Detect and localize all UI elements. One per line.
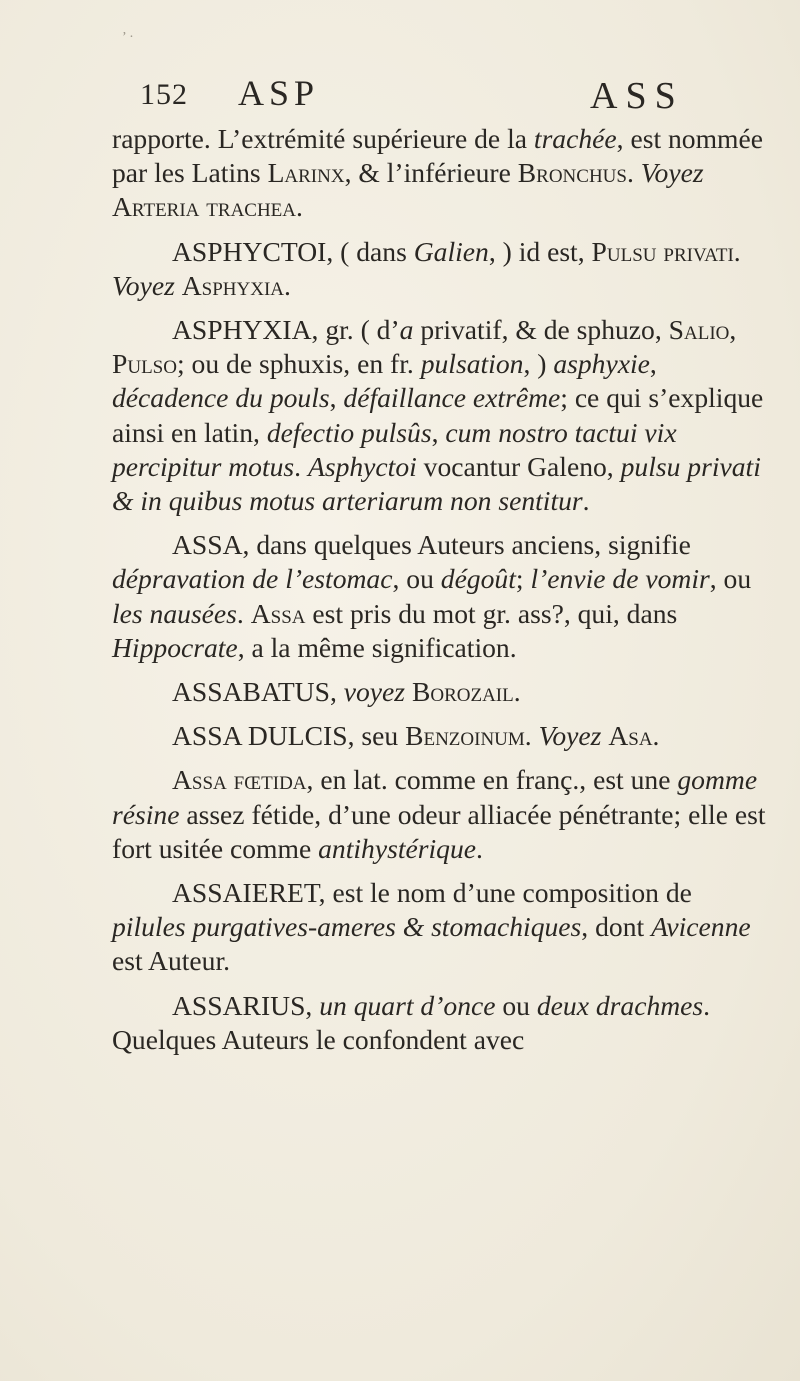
italic-text: un quart d’once xyxy=(319,989,496,1021)
text-run: ASSA DULCIS, seu xyxy=(172,720,406,752)
text-run: . xyxy=(524,720,539,752)
text-run: ASSABATUS, xyxy=(172,676,344,708)
entry-paragraph xyxy=(112,719,772,753)
text-run: . xyxy=(284,269,291,301)
italic-text: defectio pulsûs xyxy=(266,416,432,448)
text-run: , xyxy=(729,314,737,346)
text-run: privatif, & de sphuzo, xyxy=(413,314,669,346)
text-run: . xyxy=(626,157,641,189)
text-run: . xyxy=(652,720,660,752)
text-run: . xyxy=(513,676,521,708)
text-run: . xyxy=(582,485,590,517)
italic-text: Asphyctoi xyxy=(307,450,417,482)
right-running-head: ASS xyxy=(590,75,684,117)
ink-mark-icon: ’ · xyxy=(122,30,134,45)
text-run: , ou xyxy=(392,563,441,595)
text-run: ou xyxy=(495,989,537,1021)
text-run: , dont xyxy=(581,911,652,943)
text-run: ? xyxy=(551,597,564,629)
italic-text: l’envie de vomir xyxy=(530,563,710,595)
small-caps-text: Assa xyxy=(250,597,306,629)
text-run: ; ce qui s’explique ainsi en latin, xyxy=(112,382,764,448)
italic-text: Voyez xyxy=(640,157,704,189)
text-run: . xyxy=(236,597,251,629)
italic-text: pulsation xyxy=(420,348,524,380)
italic-text: asphyxie xyxy=(553,348,650,380)
small-caps-text: Arteria trachea xyxy=(112,191,297,223)
text-run: , ou xyxy=(709,563,752,595)
text-run: , ) xyxy=(523,348,554,380)
italic-text: dégoût xyxy=(440,563,516,595)
italic-text: pulsu privati & in quibus motus arteriarum non sentitur xyxy=(112,450,761,517)
italic-text: Galien xyxy=(413,235,489,267)
italic-text: cum nostro tactui vix percipitur motus xyxy=(112,416,677,482)
small-caps-text: Assa fœtida xyxy=(172,764,307,796)
text-run: , en lat. comme en franç., est une xyxy=(306,764,678,796)
text-run: , qui, dans xyxy=(563,597,678,629)
italic-text: dépravation de l’estomac xyxy=(112,563,393,595)
text-run: ; ou de sphuxis, en fr. xyxy=(176,348,421,380)
text-run: est Auteur. xyxy=(112,945,231,977)
small-caps-text: Borozail xyxy=(411,676,514,708)
italic-text: gomme résine xyxy=(112,764,758,830)
text-run: , xyxy=(329,382,344,414)
page-number: 152 xyxy=(140,78,188,111)
text-run: , xyxy=(649,348,657,380)
italic-text: Hippocrate xyxy=(112,631,238,663)
italic-text: Voyez xyxy=(112,269,175,301)
text-run: ASSA, dans quelques Auteurs anciens, signifie xyxy=(172,529,691,561)
text-run xyxy=(405,676,412,707)
text-run: ; xyxy=(515,563,531,595)
italic-text: Avicenne xyxy=(651,911,751,943)
italic-text: voyez xyxy=(343,676,406,708)
text-run: assez fétide, d’une odeur alliacée pénétrante; elle est fort usitée comme xyxy=(112,798,766,864)
italic-text: Voyez xyxy=(538,720,602,752)
entry-paragraph xyxy=(112,528,772,665)
text-run: ASSAIERET, est le nom d’une composition de xyxy=(172,877,692,909)
italic-text: deux drachmes xyxy=(536,989,704,1021)
text-run: . xyxy=(296,191,303,223)
left-running-head: ASP xyxy=(238,73,320,113)
entry-paragraph xyxy=(112,763,772,866)
entry-paragraph xyxy=(112,235,772,303)
entry-paragraph xyxy=(112,989,772,1057)
italic-text: trachée xyxy=(533,123,617,154)
italic-text: pilules purgatives-ameres & stomachiques xyxy=(112,911,582,943)
entry-paragraph xyxy=(112,675,772,709)
text-run: rapporte. L’extrémité supérieure de la xyxy=(112,123,534,154)
text-run: ASSARIUS, xyxy=(172,989,320,1021)
small-caps-text: Asa xyxy=(608,720,653,752)
small-caps-text: Pulso xyxy=(112,348,177,380)
running-header xyxy=(140,68,700,118)
body-text xyxy=(112,122,772,1067)
small-caps-text: Asphyxia xyxy=(181,269,285,301)
italic-text: les nausées xyxy=(112,597,237,629)
text-run: est pris du mot gr. ass xyxy=(305,597,552,629)
text-run: . xyxy=(294,450,308,482)
small-caps-text: Benzoinum xyxy=(405,720,525,752)
text-run: . xyxy=(476,832,483,864)
text-run: , est nommée par les Latins xyxy=(112,123,764,189)
entry-paragraph xyxy=(112,313,772,518)
small-caps-text: Larinx xyxy=(267,157,345,189)
small-caps-text: Pulsu privati xyxy=(591,235,734,267)
text-run: , xyxy=(431,416,446,448)
small-caps-text: Salio xyxy=(668,314,730,346)
text-run xyxy=(175,270,182,301)
small-caps-text: Bronchus xyxy=(517,157,627,189)
italic-text: défaillance extrême xyxy=(343,382,561,414)
entry-paragraph xyxy=(112,122,772,225)
text-run: ASPHYXIA, gr. ( d’ xyxy=(172,314,400,346)
text-run: , a la même signification. xyxy=(237,631,517,663)
italic-text: décadence du pouls xyxy=(112,382,330,414)
italic-text: a xyxy=(399,314,414,346)
text-run: . xyxy=(733,235,741,267)
text-run: , ) id est, xyxy=(488,235,592,267)
text-run: , & l’inférieure xyxy=(344,157,518,189)
entry-paragraph xyxy=(112,876,772,979)
italic-text: antihystérique xyxy=(318,832,476,864)
text-run: vocantur Galeno, xyxy=(416,450,621,482)
text-run: . Quelques Auteurs le confondent avec xyxy=(112,989,711,1055)
text-run: ASPHYCTOI, ( dans xyxy=(172,235,414,267)
